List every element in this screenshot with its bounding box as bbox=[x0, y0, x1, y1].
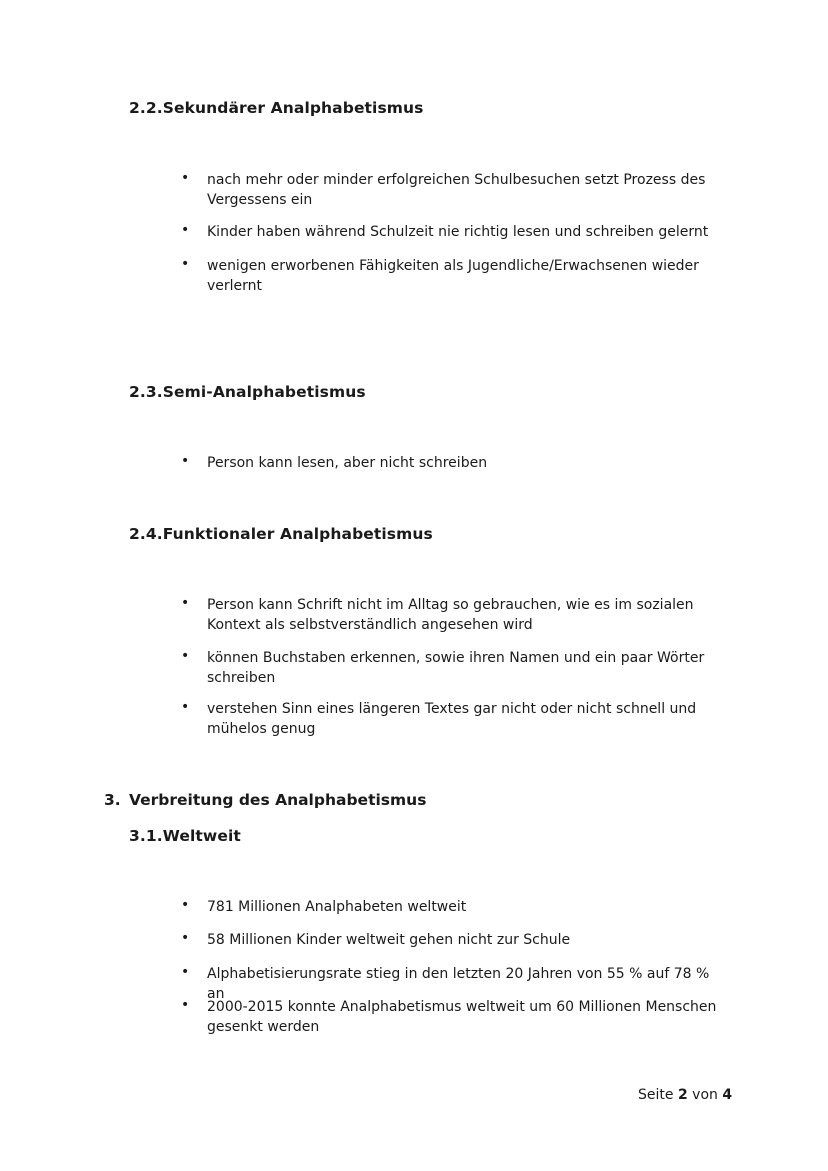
heading-3-number: 3. bbox=[104, 791, 121, 809]
list-item: 58 Millionen Kinder weltweit gehen nicht zur Schule bbox=[207, 932, 571, 948]
heading-3-1: 3.1.Weltweit bbox=[129, 827, 241, 845]
list-item: können Buchstaben erkennen, sowie ihren Namen und ein paar Wörter schreiben bbox=[207, 650, 705, 686]
list-item: Person kann lesen, aber nicht schreiben bbox=[207, 455, 488, 471]
list-item: Kinder haben während Schulzeit nie richtig lesen und schreiben gelernt bbox=[207, 224, 709, 240]
list-item: Person kann Schrift nicht im Alltag so gebrauchen, wie es im sozialen Kontext als selbstverständlich angesehen wird bbox=[207, 597, 694, 633]
heading-2-2: 2.2.Sekundärer Analphabetismus bbox=[129, 99, 424, 117]
bullet-icon: • bbox=[181, 222, 190, 238]
heading-2-3: 2.3.Semi-Analphabetismus bbox=[129, 383, 366, 401]
bullet-icon: • bbox=[181, 897, 190, 913]
list-item: nach mehr oder minder erfolgreichen Schulbesuchen setzt Prozess des Vergessens ein bbox=[207, 172, 706, 208]
bullet-icon: • bbox=[181, 997, 190, 1013]
bullet-icon: • bbox=[181, 453, 190, 469]
bullet-icon: • bbox=[181, 930, 190, 946]
list-item: verstehen Sinn eines längeren Textes gar nicht oder nicht schnell und mühelos genug bbox=[207, 701, 697, 737]
list-item: 781 Millionen Analphabeten weltweit bbox=[207, 899, 467, 915]
bullet-icon: • bbox=[181, 964, 190, 980]
page-footer bbox=[638, 1087, 732, 1103]
bullet-icon: • bbox=[181, 170, 190, 186]
heading-3 bbox=[104, 791, 426, 809]
heading-3-title: Verbreitung des Analphabetismus bbox=[129, 791, 427, 809]
list-item: Alphabetisierungsrate stieg in den letzten 20 Jahren von 55 % auf 78 % an bbox=[207, 966, 710, 1002]
list-item: wenigen erworbenen Fähigkeiten als Jugendliche/Erwachsenen wieder verlernt bbox=[207, 258, 699, 294]
bullet-icon: • bbox=[181, 256, 190, 272]
footer-current-page: 2 bbox=[677, 1087, 688, 1103]
footer-prefix: Seite bbox=[638, 1087, 674, 1103]
footer-middle: von bbox=[692, 1087, 718, 1103]
bullet-icon: • bbox=[181, 648, 190, 664]
bullet-icon: • bbox=[181, 699, 190, 715]
heading-2-4: 2.4.Funktionaler Analphabetismus bbox=[129, 525, 433, 543]
bullet-icon: • bbox=[181, 595, 190, 611]
list-item: 2000-2015 konnte Analphabetismus weltweit um 60 Millionen Menschen gesenkt werden bbox=[207, 999, 717, 1035]
footer-total-pages: 4 bbox=[722, 1087, 733, 1103]
